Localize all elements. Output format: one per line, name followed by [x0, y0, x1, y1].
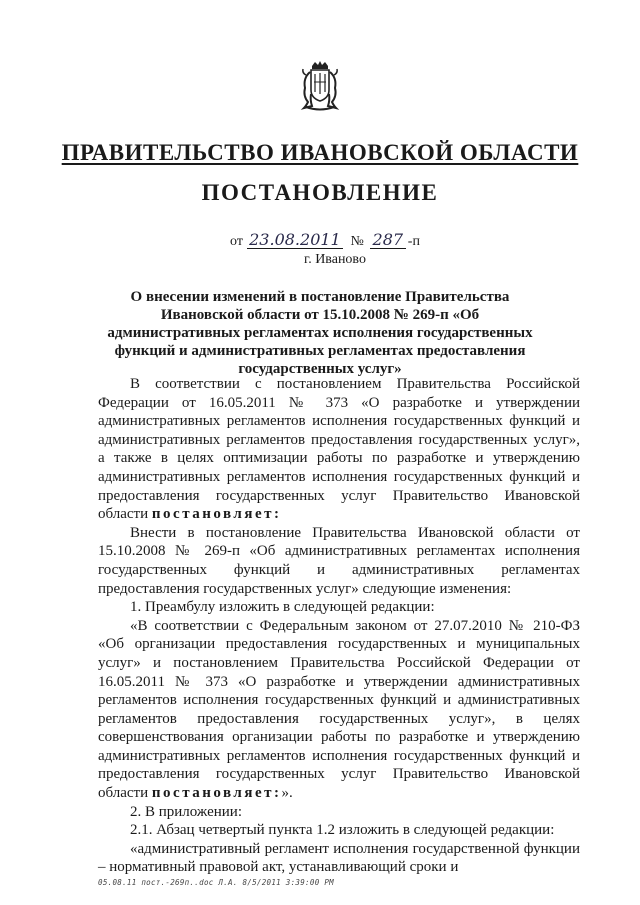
file-footer: 05.08.11 пост.-269п..doc Л.А. 8/5/2011 3:39:00 PM	[98, 878, 334, 887]
handwritten-number: 287	[370, 232, 406, 249]
paragraph-definition: «административный регламент исполнения государственной функции – нормативный правовой акт, устанавливающий сроки и	[98, 840, 580, 876]
paragraph-item-2: 2. В приложении:	[130, 803, 242, 820]
resolves-keyword-quoted: постановляет:	[151, 785, 282, 802]
paragraph-amend: Внести в постановление Правительства Ивановской области от 15.10.2008 № 269-п «Об административных регламентах исполнения государственных функций и административных регламентах предоставления государственных услуг» следующие изменения:	[98, 524, 580, 597]
coat-of-arms-icon	[300, 60, 340, 112]
resolves-keyword: постановляет:	[151, 506, 282, 523]
quote-end: ».	[281, 785, 293, 802]
paragraph-text: «В соответствии с Федеральным законом от 27.07.2010 № 210-ФЗ «Об организации предоставления государственных и муниципальных услуг» и постановлением Правительства Российской Федерации от 16.05.2011 № 373 «О разработке и утверждении административных регламентов исполнения государственных функций и административных регламентов предоставления государственных услуг», в целях совершенствования организации работы по разработке и утверждению административных регламентов исполнения государственных функций и предоставления государственных услуг Правительство Ивановской области	[98, 617, 580, 802]
number-sign: №	[350, 234, 364, 249]
paragraph-item-2-1: 2.1. Абзац четвертый пункта 1.2 изложить в следующей редакции:	[130, 822, 555, 839]
paragraph-new-preamble	[98, 617, 580, 803]
city: г. Иваново	[304, 252, 366, 267]
document-type: ПОСТАНОВЛЕНИЕ	[201, 180, 439, 205]
paragraph-item-1: 1. Преамбулу изложить в следующей редакции:	[130, 599, 435, 616]
number-suffix: -п	[407, 234, 420, 249]
paragraph-preamble	[98, 375, 580, 524]
document-body	[98, 375, 580, 877]
date-prefix: от	[230, 234, 243, 249]
date-number-line	[230, 232, 420, 250]
document-heading: О внесении изменений в постановление Правительства Ивановской области от 15.10.2008 № 269-п «Об административных регламентах исполнения государственных функций и административных регламентах предоставления государственных услуг»	[107, 289, 533, 377]
government-title: ПРАВИТЕЛЬСТВО ИВАНОВСКОЙ ОБЛАСТИ	[61, 140, 579, 165]
handwritten-date: 23.08.2011	[247, 232, 343, 249]
paragraph-text: В соответствии с постановлением Правительства Российской Федерации от 16.05.2011 № 373 «О разработке и утверждении административных регламентов исполнения государственных функций и административных регламентов предоставления государственных услуг», а также в целях оптимизации работы по разработке и утверждению административных регламентов исполнения государственных функций и предоставления государственных услуг Правительство Ивановской области	[98, 376, 580, 523]
